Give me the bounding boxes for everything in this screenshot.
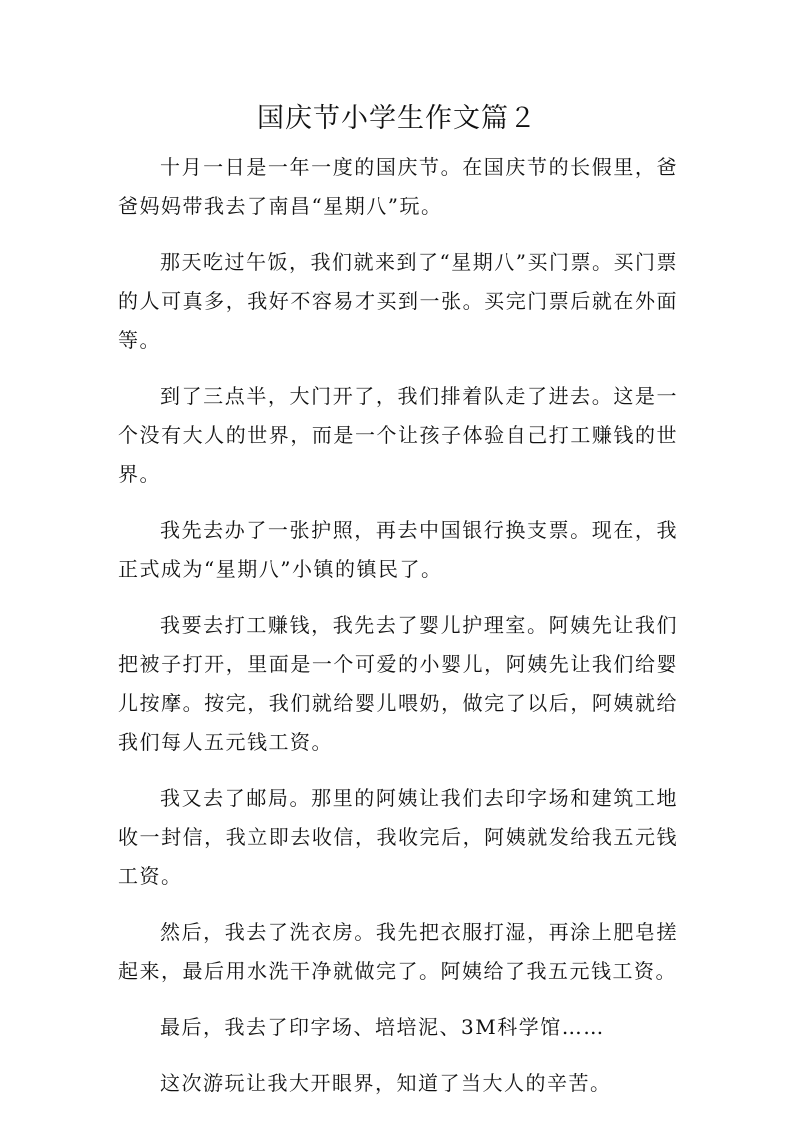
paragraph: 我先去办了一张护照，再去中国银行换支票。现在，我正式成为“星期八”小镇的镇民了。 bbox=[118, 518, 678, 581]
document-title: 国庆节小学生作文篇２ bbox=[257, 103, 537, 134]
paragraph: 到了三点半，大门开了，我们排着队走了进去。这是一个没有大人的世界，而是一个让孩子体验自己打工赚钱的世界。 bbox=[118, 384, 678, 486]
paragraph: 十月一日是一年一度的国庆节。在国庆节的长假里，爸爸妈妈带我去了南昌“星期八”玩。 bbox=[118, 155, 678, 218]
paragraph: 这次游玩让我大开眼界，知道了当大人的辛苦。 bbox=[160, 1071, 612, 1095]
paragraph: 我又去了邮局。那里的阿姨让我们去印字场和建筑工地收一封信，我立即去收信，我收完后，阿姨就发给我五元钱工资。 bbox=[118, 786, 678, 888]
paragraph: 最后，我去了印字场、培培泥、3M科学馆…… bbox=[160, 1015, 605, 1039]
paragraph: 那天吃过午饭，我们就来到了“星期八”买门票。买门票的人可真多，我好不容易才买到一张。买完门票后就在外面等。 bbox=[118, 250, 678, 352]
document-body bbox=[118, 148, 678, 1120]
paragraph: 然后，我去了洗衣房。我先把衣服打湿，再涂上肥皂搓起来，最后用水洗干净就做完了。阿姨给了我五元钱工资。 bbox=[118, 920, 678, 983]
paragraph: 我要去打工赚钱，我先去了婴儿护理室。阿姨先让我们把被子打开，里面是一个可爱的小婴儿，阿姨先让我们给婴儿按摩。按完，我们就给婴儿喂奶，做完了以后，阿姨就给我们每人五元钱工资。 bbox=[118, 613, 678, 754]
